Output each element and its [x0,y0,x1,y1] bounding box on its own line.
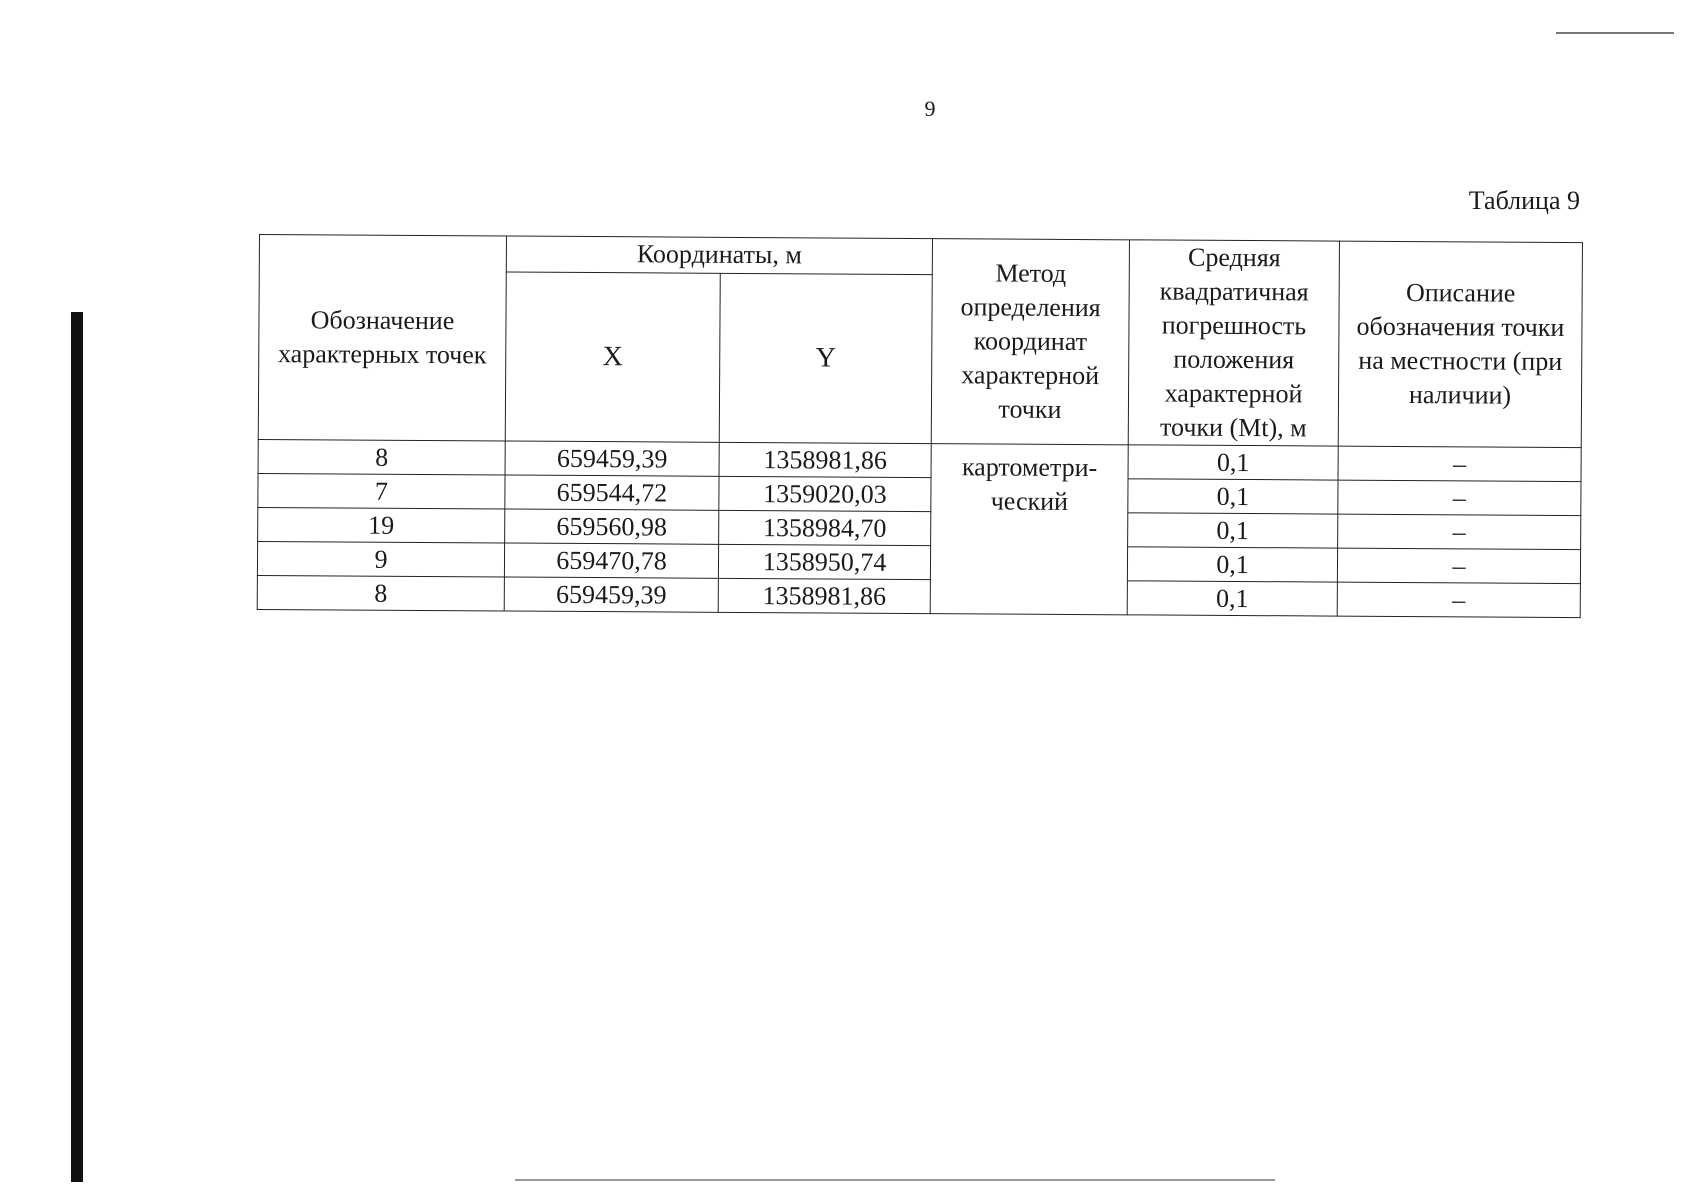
header-method: Метод определения координат характерной точки [931,239,1129,445]
cell-x: 659470,78 [504,543,718,578]
cell-y: 1358950,74 [718,544,930,579]
cell-error: 0,1 [1128,513,1338,548]
cell-point: 8 [258,439,505,475]
cell-description: – [1337,548,1580,583]
top-scan-line [1556,32,1674,34]
table-row [257,575,1580,617]
scan-margin-bar [71,312,83,1182]
cell-point: 9 [257,541,504,577]
header-point-designation: Обозначение характерных точек [258,235,506,442]
cell-error: 0,1 [1128,479,1338,514]
cell-point: 19 [258,507,505,543]
page-number: 9 [924,96,936,121]
cell-error: 0,1 [1127,547,1337,582]
cell-description: – [1338,514,1581,549]
cell-x: 659459,39 [505,441,719,476]
cell-point: 7 [258,473,505,509]
cell-x: 659459,39 [504,577,718,612]
cell-y: 1358984,70 [719,510,931,545]
cell-x: 659560,98 [505,509,719,544]
header-error: Средняя квадратичная погрешность положения характерной точки (Mt), м [1128,240,1339,446]
cell-error: 0,1 [1127,581,1337,616]
cell-x: 659544,72 [505,475,719,510]
cell-description: – [1338,446,1581,481]
cell-point: 8 [257,575,504,611]
cell-error: 0,1 [1128,445,1338,480]
table-caption: Таблица 9 [1468,186,1580,215]
coordinates-table [257,234,1583,618]
cell-description: – [1338,480,1581,515]
cell-y: 1359020,03 [719,476,931,511]
header-description: Описание обозначения точки на местности (при наличии) [1338,241,1582,447]
cell-description: – [1337,582,1580,617]
header-y: Y [719,273,932,443]
cell-method: картометри-ческий [930,444,1128,615]
header-coordinates: Координаты, м [506,236,932,274]
bottom-scan-line [515,1179,1275,1181]
cell-y: 1358981,86 [719,442,931,477]
cell-y: 1358981,86 [718,578,930,613]
header-x: X [505,272,720,442]
